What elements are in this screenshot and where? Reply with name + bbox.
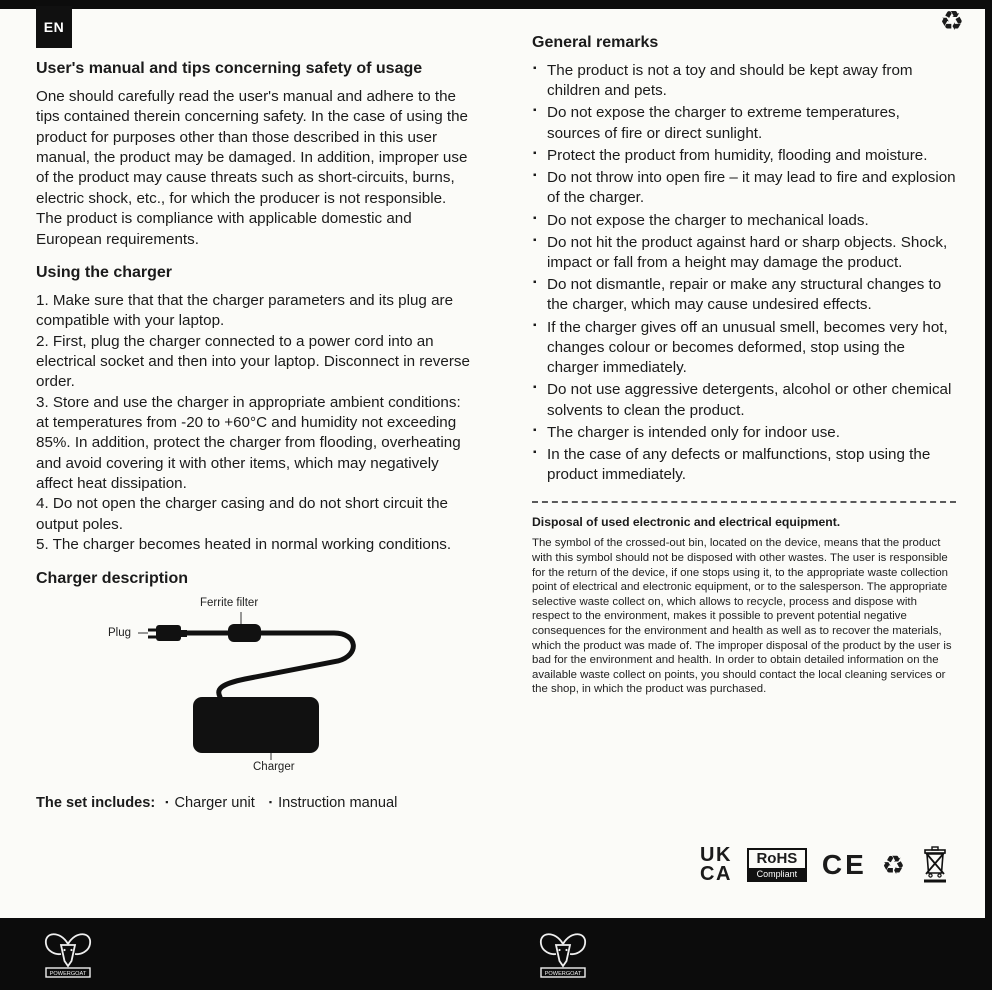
ukca-mark [700,846,732,884]
safety-body: One should carefully read the user's manual and adhere to the tips contained therein concerning safety. In the case of using the product for purposes other than those described in this user manual, the product may be damaged. In addition, improper use of the product may cause threats such as short-circuits, burns, electric shock, etc., for which the producer is not responsible. The product is compliance with applicable domestic and European requirements. [36,88,468,248]
right-black-strip [985,0,992,990]
dashed-divider [532,501,956,503]
general-remarks-title: General remarks [532,34,659,51]
set-includes-item: ▪ Instruction manual [269,795,397,811]
powergoat-logo [533,928,593,980]
ce-mark: CE [821,849,867,880]
ferrite-filter-label: Ferrite filter [200,596,259,609]
rohs-compliant-text: Compliant [749,868,805,881]
remark-item: ▪ Do not throw into open fire – it may lead to fire and explosion of the charger. [532,168,956,208]
disposal-title: Disposal of used electronic and electrical equipment. [532,515,841,530]
using-section-title: Using the charger [36,263,173,281]
safety-section-title: User's manual and tips concerning safety of usage [36,60,423,77]
remark-item: ▪ Do not hit the product against hard or sharp objects. Shock, impact or fall from a height may damage the product. [532,233,956,273]
general-remarks-list [532,61,956,485]
remark-item: ▪ Protect the product from humidity, flooding and moisture. [532,146,956,166]
ukca-top-text: UK [700,844,732,866]
powergoat-logo [38,928,98,980]
rohs-mark [747,848,807,883]
ukca-bottom-text: CA [700,863,732,885]
using-item: 5. The charger becomes heated in normal working conditions. [36,536,452,554]
using-item: 2. First, plug the charger connected to a power cord into an electrical socket and then into your laptop. Disconnect in reverse order. [36,332,470,391]
compliance-marks [700,846,950,884]
top-black-bar [0,0,992,9]
remark-item: ▪ If the charger gives off an unusual smell, becomes very hot, changes colour or becomes deformed, stop using the charger immediately. [532,318,956,379]
recycle-icon: ♻ [881,850,906,880]
left-column [36,60,472,811]
plug-label: Plug [108,626,132,639]
remark-item: ▪ The charger is intended only for indoor use. [532,423,956,443]
charger-label: Charger [253,760,295,773]
using-item: 4. Do not open the charger casing and do not short circuit the output poles. [36,495,449,533]
set-includes-label: The set includes: [36,794,156,811]
powergoat-brand-text: POWERGOAT [544,971,582,977]
rohs-text: RoHS [756,849,798,867]
set-includes-line [36,795,472,811]
set-includes-item: ▪ Charger unit [165,795,255,811]
language-badge: EN [36,6,72,48]
remark-item: ▪ The product is not a toy and should be kept away from children and pets. [532,61,956,101]
recycle-icon: ♻ [939,6,964,36]
using-list [36,291,472,556]
charger-diagram-drawing [108,597,448,779]
charger-description-title: Charger description [36,569,189,587]
powergoat-brand-text: POWERGOAT [49,971,87,977]
remark-item: ▪ Do not use aggressive detergents, alcohol or other chemical solvents to clean the product. [532,380,956,420]
remark-item: ▪ Do not expose the charger to extreme temperatures, sources of fire or direct sunlight. [532,103,956,143]
disposal-body: The symbol of the crossed-out bin, located on the device, means that the product with this symbol should not be disposed with other wastes. The user is responsible for the return of the device, if one stops using it, to the appropriate waste collection point of electrical and electronic equipment, or to the salesperson. The appropriate selective waste collect on, which allows to recycle, process and dispose with respect to the environment, makes it possible to prevent potential negative consequences for the environment and health as well as to recover the materials, which the product was made of. The improper disposal of the product by the user is bad for the environment and health. In order to obtain detailed information on the available waste collect on points, you should contact the local cleaning services or the shop, in which the product was purchased. [532,537,952,696]
footer-bar [0,918,992,990]
remark-item: ▪ Do not expose the charger to mechanical loads. [532,211,956,231]
weee-crossed-bin-icon [920,846,950,884]
remark-item: ▪ Do not dismantle, repair or make any structural changes to the charger, which may cause undesired effects. [532,275,956,315]
charger-diagram [108,597,448,779]
remark-item: ▪ In the case of any defects or malfunctions, stop using the product immediately. [532,445,956,485]
right-column [532,34,956,697]
using-item: 3. Store and use the charger in appropriate ambient conditions: at temperatures from -20 to +60°C and humidity not exceeding 85%. In addition, protect the charger from flooding, overheating and avoid covering it with other items, which may negatively affect heat dissipation. [36,393,461,493]
using-item: 1. Make sure that that the charger parameters and its plug are compatible with your laptop. [36,291,454,330]
